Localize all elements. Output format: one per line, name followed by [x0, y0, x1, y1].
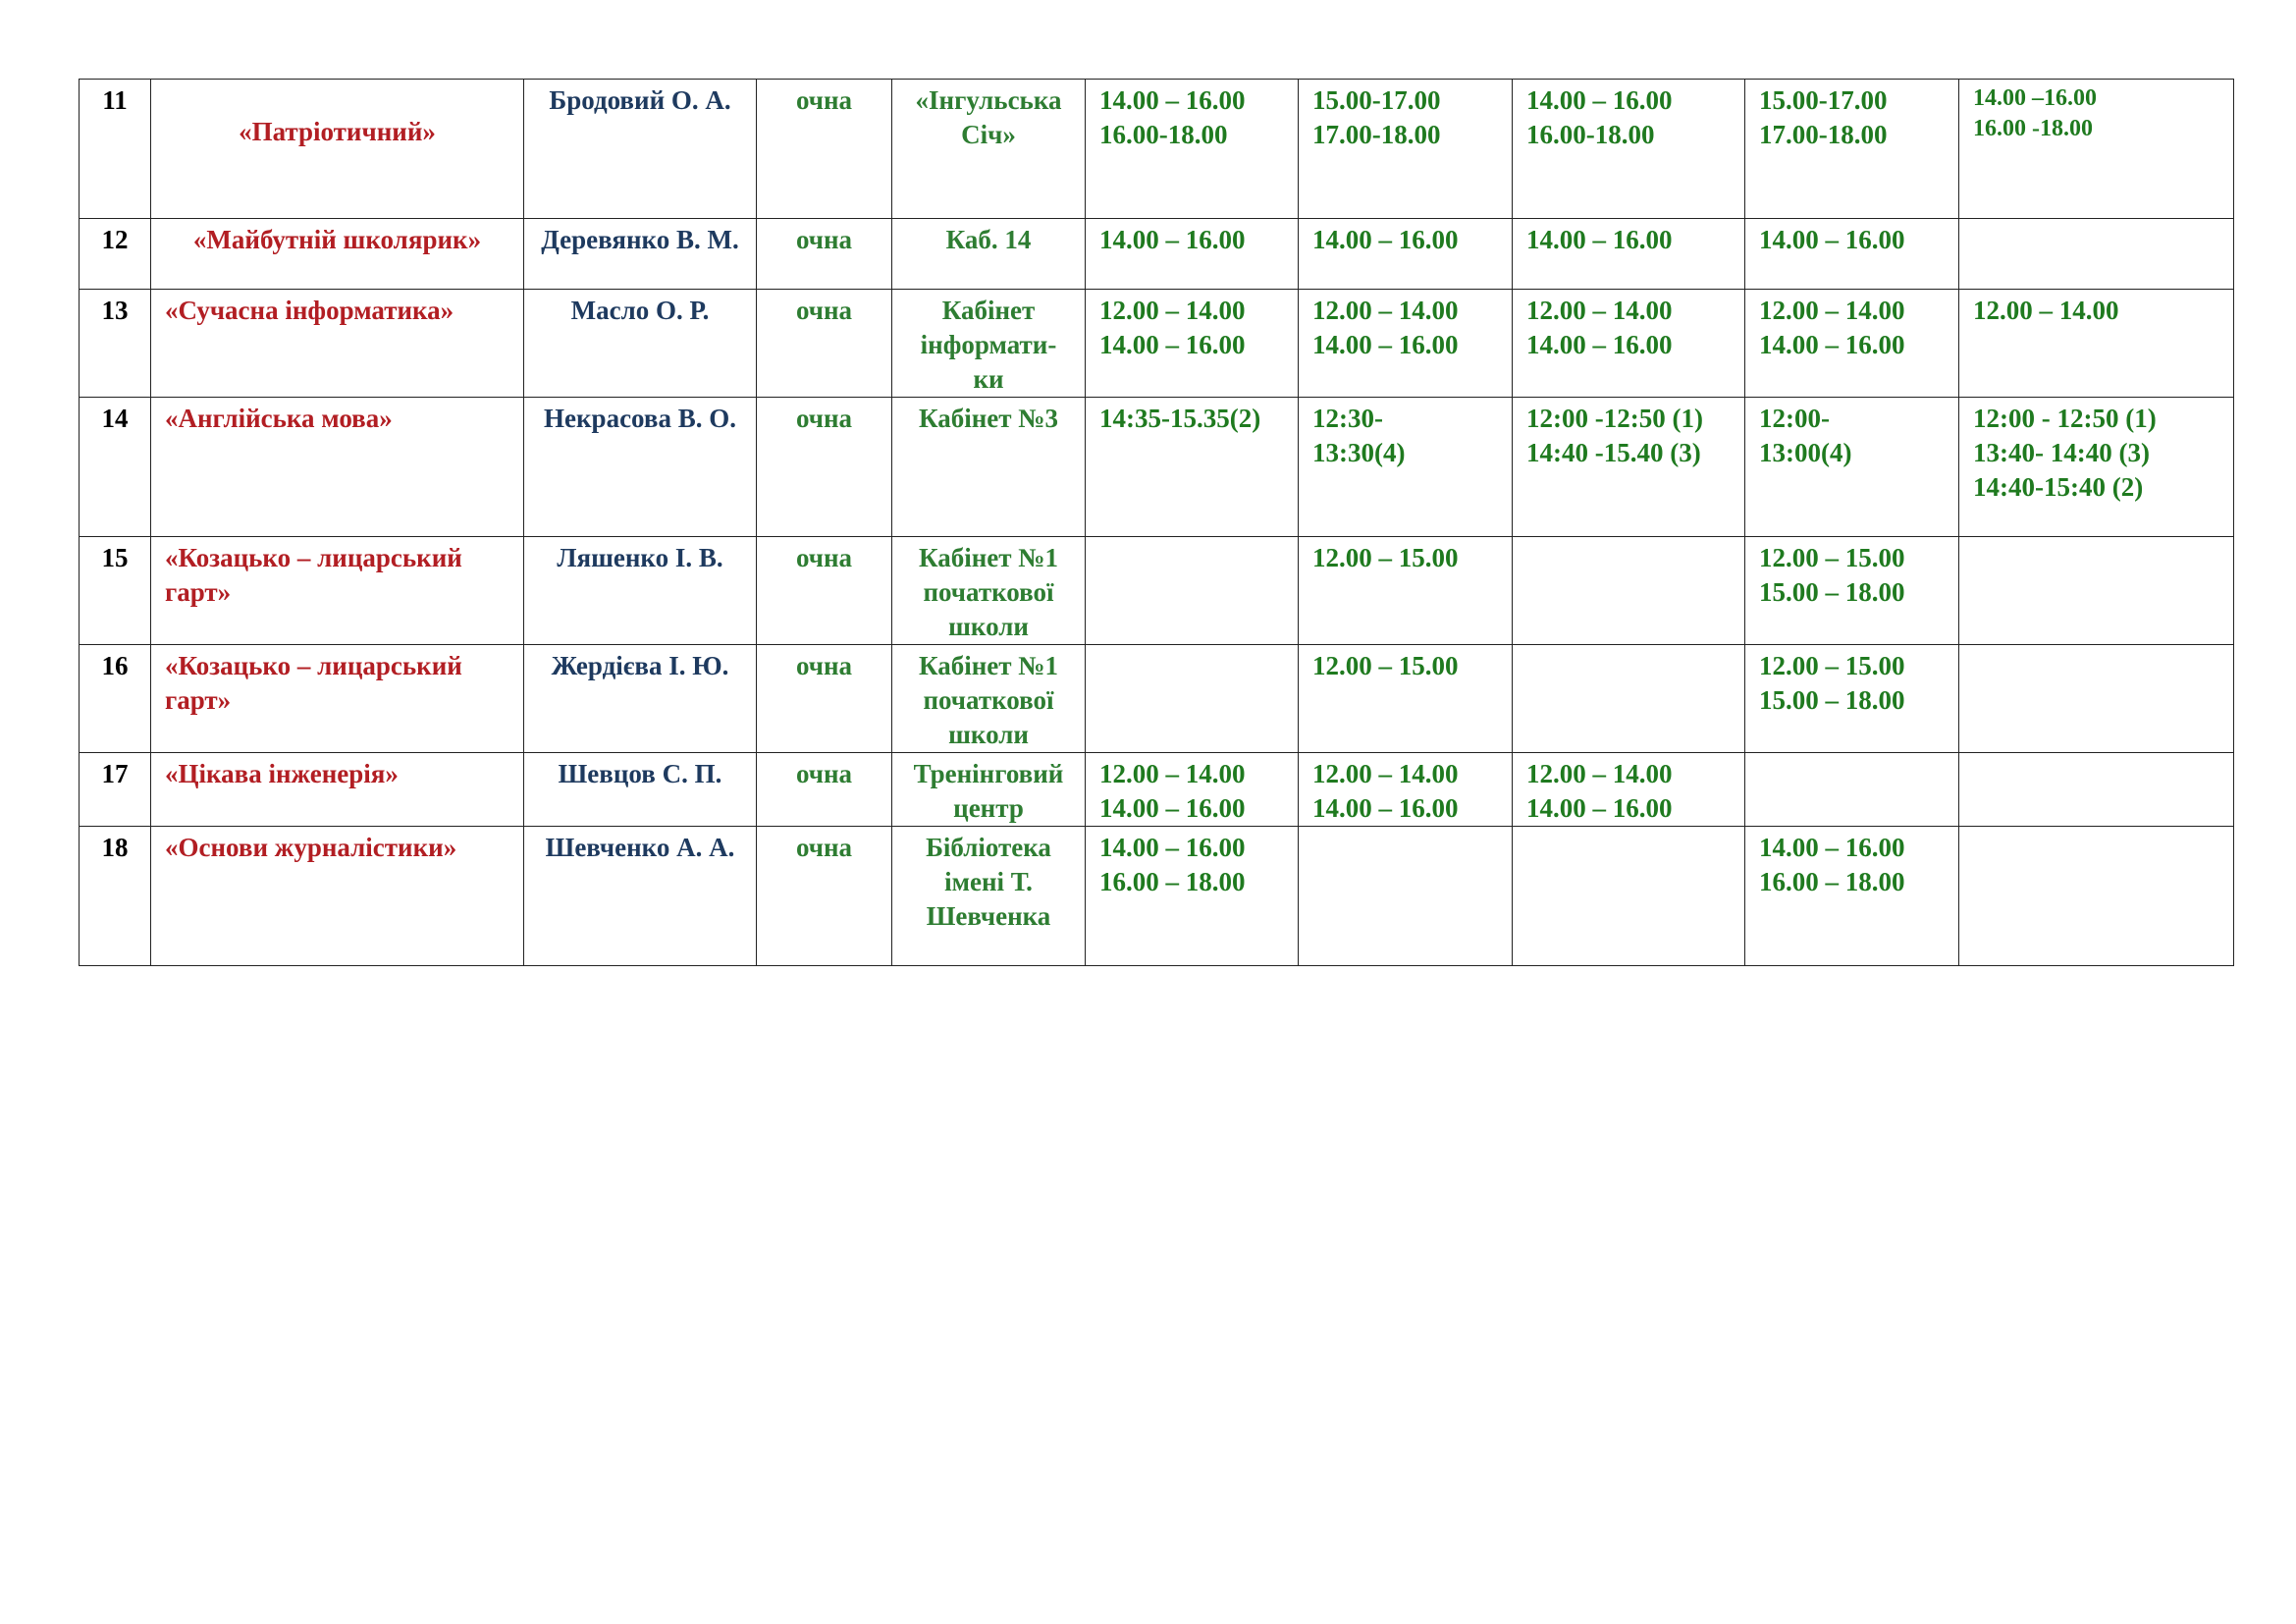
- schedule-table: [79, 79, 2234, 966]
- study-form: очна: [757, 645, 892, 753]
- schedule-tuesday: 15.00-17.00 17.00-18.00: [1299, 80, 1513, 219]
- schedule-tuesday: 12.00 – 15.00: [1299, 645, 1513, 753]
- schedule-wednesday: 12.00 – 14.00 14.00 – 16.00: [1513, 290, 1745, 398]
- schedule-wednesday: 12.00 – 14.00 14.00 – 16.00: [1513, 753, 1745, 827]
- row-number: 14: [80, 398, 151, 537]
- schedule-thursday: 14.00 – 16.00 16.00 – 18.00: [1745, 827, 1959, 966]
- location: Тренінговий центр: [892, 753, 1086, 827]
- table-row: [80, 827, 2234, 966]
- row-number: 17: [80, 753, 151, 827]
- schedule-friday: [1959, 753, 2234, 827]
- teacher-name: Некрасова В. О.: [524, 398, 757, 537]
- schedule-wednesday: [1513, 827, 1745, 966]
- row-number: 16: [80, 645, 151, 753]
- table-row: [80, 753, 2234, 827]
- row-number: 15: [80, 537, 151, 645]
- schedule-thursday: 12.00 – 15.00 15.00 – 18.00: [1745, 645, 1959, 753]
- schedule-wednesday: [1513, 537, 1745, 645]
- row-number: 12: [80, 219, 151, 290]
- schedule-tuesday: 12:30- 13:30(4): [1299, 398, 1513, 537]
- schedule-tuesday: 12.00 – 14.00 14.00 – 16.00: [1299, 753, 1513, 827]
- schedule-thursday: [1745, 753, 1959, 827]
- club-name: «Козацько – лицарський гарт»: [151, 645, 524, 753]
- club-name: «Патріотичний»: [151, 80, 524, 219]
- row-number: 18: [80, 827, 151, 966]
- row-number: 13: [80, 290, 151, 398]
- schedule-friday: [1959, 827, 2234, 966]
- study-form: очна: [757, 398, 892, 537]
- location: Кабінет №1 початкової школи: [892, 537, 1086, 645]
- schedule-body: [80, 80, 2234, 966]
- study-form: очна: [757, 290, 892, 398]
- club-name: «Основи журналістики»: [151, 827, 524, 966]
- table-row: [80, 537, 2234, 645]
- schedule-thursday: 14.00 – 16.00: [1745, 219, 1959, 290]
- club-name: «Англійська мова»: [151, 398, 524, 537]
- schedule-monday: [1086, 645, 1299, 753]
- table-row: [80, 290, 2234, 398]
- schedule-monday: 12.00 – 14.00 14.00 – 16.00: [1086, 290, 1299, 398]
- location: Каб. 14: [892, 219, 1086, 290]
- study-form: очна: [757, 219, 892, 290]
- study-form: очна: [757, 753, 892, 827]
- table-row: [80, 645, 2234, 753]
- schedule-friday: 14.00 –16.00 16.00 -18.00: [1959, 80, 2234, 219]
- schedule-monday: 14.00 – 16.00 16.00 – 18.00: [1086, 827, 1299, 966]
- club-name: «Цікава інженерія»: [151, 753, 524, 827]
- schedule-monday: [1086, 537, 1299, 645]
- teacher-name: Ляшенко І. В.: [524, 537, 757, 645]
- schedule-tuesday: [1299, 827, 1513, 966]
- row-number: 11: [80, 80, 151, 219]
- schedule-thursday: 12:00- 13:00(4): [1745, 398, 1959, 537]
- location: «Інгульська Січ»: [892, 80, 1086, 219]
- schedule-tuesday: 12.00 – 15.00: [1299, 537, 1513, 645]
- club-name: «Сучасна інформатика»: [151, 290, 524, 398]
- table-row: [80, 398, 2234, 537]
- schedule-thursday: 12.00 – 14.00 14.00 – 16.00: [1745, 290, 1959, 398]
- location: Кабінет №1 початкової школи: [892, 645, 1086, 753]
- teacher-name: Шевцов С. П.: [524, 753, 757, 827]
- schedule-thursday: 15.00-17.00 17.00-18.00: [1745, 80, 1959, 219]
- study-form: очна: [757, 827, 892, 966]
- schedule-wednesday: 14.00 – 16.00 16.00-18.00: [1513, 80, 1745, 219]
- schedule-monday: 14.00 – 16.00 16.00-18.00: [1086, 80, 1299, 219]
- schedule-friday: 12.00 – 14.00: [1959, 290, 2234, 398]
- schedule-friday: [1959, 645, 2234, 753]
- schedule-friday: [1959, 537, 2234, 645]
- schedule-tuesday: 14.00 – 16.00: [1299, 219, 1513, 290]
- schedule-wednesday: 12:00 -12:50 (1) 14:40 -15.40 (3): [1513, 398, 1745, 537]
- table-row: [80, 219, 2234, 290]
- schedule-thursday: 12.00 – 15.00 15.00 – 18.00: [1745, 537, 1959, 645]
- schedule-monday: 12.00 – 14.00 14.00 – 16.00: [1086, 753, 1299, 827]
- schedule-wednesday: 14.00 – 16.00: [1513, 219, 1745, 290]
- club-name: «Майбутній школярик»: [151, 219, 524, 290]
- location: Кабінет інформати-ки: [892, 290, 1086, 398]
- table-row: [80, 80, 2234, 219]
- study-form: очна: [757, 80, 892, 219]
- teacher-name: Масло О. Р.: [524, 290, 757, 398]
- teacher-name: Шевченко А. А.: [524, 827, 757, 966]
- club-name: «Козацько – лицарський гарт»: [151, 537, 524, 645]
- schedule-tuesday: 12.00 – 14.00 14.00 – 16.00: [1299, 290, 1513, 398]
- schedule-friday: [1959, 219, 2234, 290]
- teacher-name: Бродовий О. А.: [524, 80, 757, 219]
- schedule-monday: 14:35-15.35(2): [1086, 398, 1299, 537]
- schedule-monday: 14.00 – 16.00: [1086, 219, 1299, 290]
- schedule-wednesday: [1513, 645, 1745, 753]
- schedule-friday: 12:00 - 12:50 (1) 13:40- 14:40 (3) 14:40-15:40 (2): [1959, 398, 2234, 537]
- teacher-name: Жердієва І. Ю.: [524, 645, 757, 753]
- location: Кабінет №3: [892, 398, 1086, 537]
- teacher-name: Деревянко В. М.: [524, 219, 757, 290]
- study-form: очна: [757, 537, 892, 645]
- location: Бібліотека імені Т. Шевченка: [892, 827, 1086, 966]
